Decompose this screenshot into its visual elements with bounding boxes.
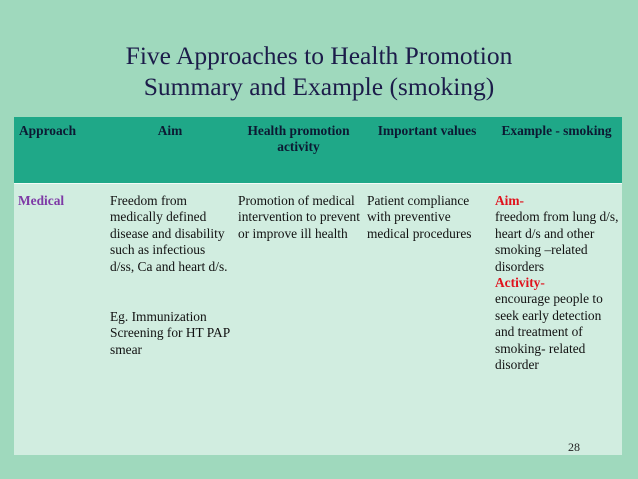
header-aim: Aim [106, 117, 234, 184]
approaches-table [14, 117, 622, 455]
activity-text: Promotion of medical intervention to prevent or improve ill health [238, 193, 360, 241]
cell-activity [234, 184, 363, 456]
header-important-values: Important values [363, 117, 491, 184]
table-header-row [14, 117, 622, 184]
table-row [14, 184, 622, 456]
values-text: Patient compliance with preventive medical procedures [367, 193, 472, 241]
header-approach: Approach [14, 117, 106, 184]
cell-values [363, 184, 491, 456]
header-example-smoking: Example - smoking [491, 117, 622, 184]
cell-aim [106, 184, 234, 456]
example-activity-text: encourage people to seek early detection and treatment of smoking- related disorder [495, 291, 603, 373]
page-number: 28 [568, 440, 580, 454]
example-activity-label: Activity- [495, 275, 545, 291]
cell-example [491, 184, 622, 456]
header-health-promotion-activity: Health promotion activity [234, 117, 363, 184]
approach-medical: Medical [18, 193, 65, 208]
title-line-2: Summary and Example (smoking) [143, 72, 495, 101]
cell-approach [14, 184, 106, 456]
aim-example: Eg. Immunization Screening for HT PAP smear [110, 309, 230, 357]
title-line-1: Five Approaches to Health Promotion [125, 41, 513, 70]
aim-text: Freedom from medically defined disease and disability such as infectious d/ss, Ca and heart d/s. [110, 193, 228, 274]
slide-title [0, 40, 638, 102]
example-aim-text: freedom from lung d/s, heart d/s and other smoking –related disorders [495, 209, 619, 274]
example-aim-label: Aim- [495, 193, 525, 208]
